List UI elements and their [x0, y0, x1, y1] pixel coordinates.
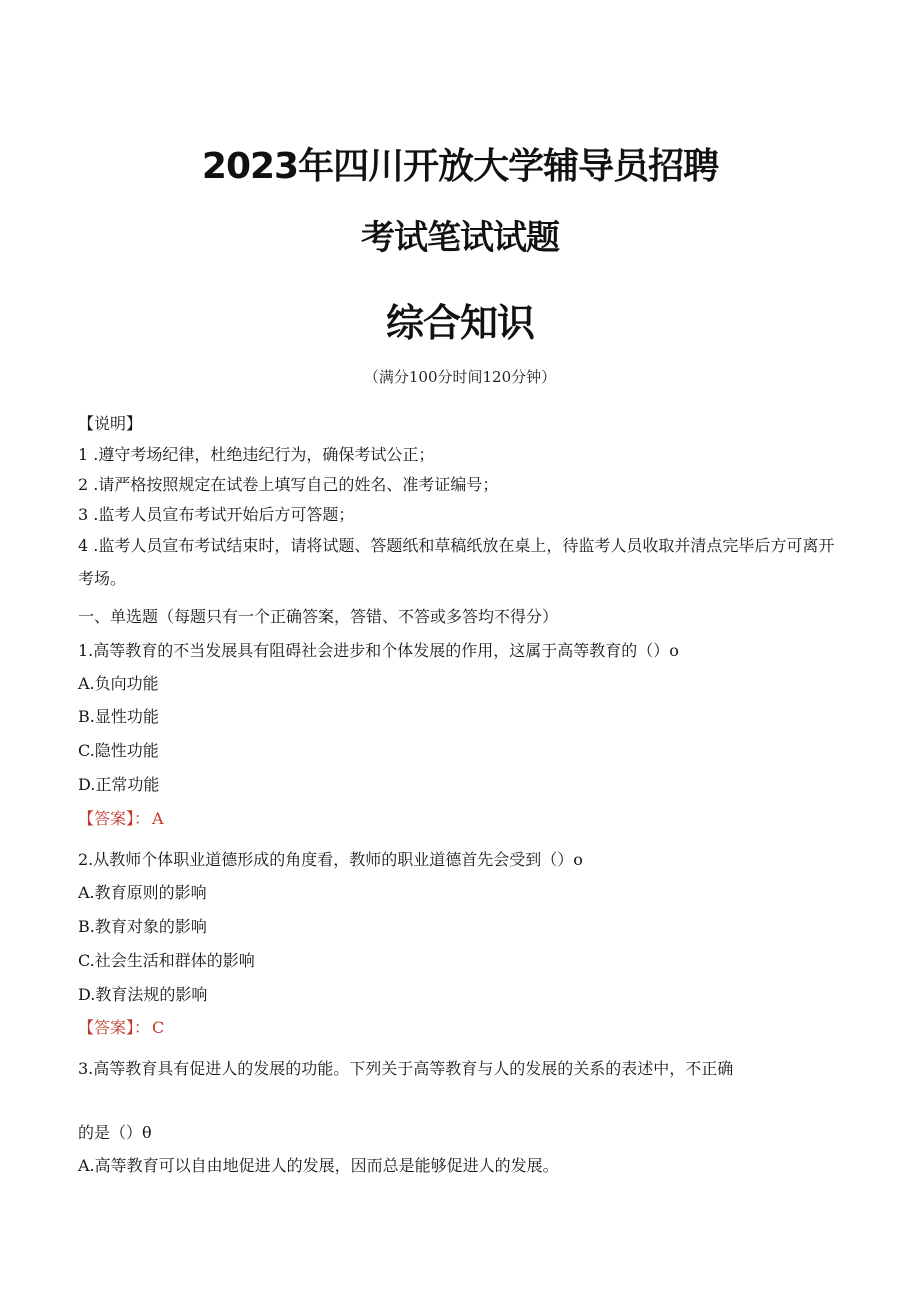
answer-label: 【答案】： [78, 809, 151, 828]
answer-label: 【答案】： [78, 1018, 151, 1037]
question-stem: 2.从教师个体职业道德形成的角度看，教师的职业道德首先会受到（）o [78, 850, 583, 869]
instructions-heading: 【说明】 [78, 414, 143, 433]
section-title: 综合知识 [385, 301, 534, 345]
question-stem: 1.高等教育的不当发展具有阻碍社会进步和个体发展的作用，这属于高等教育的（）o [78, 641, 679, 660]
question-stem: 3.高等教育具有促进人的发展的功能。下列关于高等教育与人的发展的关系的表述中，不正确 [78, 1059, 734, 1078]
instruction-item: 1 .遵守考场纪律，杜绝违纪行为，确保考试公正； [78, 445, 435, 464]
page-title: 2023年四川开放大学辅导员招聘 [201, 146, 719, 187]
question-option: A.教育原则的影响 [78, 883, 207, 902]
instruction-item: 2 .请严格按照规定在试卷上填写自己的姓名、准考证编号； [78, 475, 499, 494]
question-option: D.教育法规的影响 [78, 985, 208, 1004]
page-subtitle: 考试笔试试题 [361, 218, 559, 258]
question-option: C.隐性功能 [78, 741, 159, 760]
question-option: A.负向功能 [78, 674, 159, 693]
instruction-item: 3 .监考人员宣布考试开始后方可答题； [78, 505, 355, 524]
exam-info: （满分100分时间120分钟） [363, 368, 557, 386]
question-option: D.正常功能 [78, 775, 160, 794]
question-option: B.教育对象的影响 [78, 917, 207, 936]
question-option: A.高等教育可以自由地促进人的发展，因而总是能够促进人的发展。 [78, 1156, 559, 1175]
answer-value: C [152, 1018, 165, 1037]
instruction-item: 4 .监考人员宣布考试结束时，请将试题、答题纸和草稿纸放在桌上，待监考人员收取并清点完毕后方可离开考场。 [78, 536, 835, 588]
question-option: C.社会生活和群体的影响 [78, 951, 255, 970]
answer-value: A [152, 809, 164, 828]
section-heading: 一、单选题（每题只有一个正确答案，答错、不答或多答均不得分） [78, 607, 559, 626]
answer-line [78, 808, 164, 830]
question-stem-continued: 的是（）θ [78, 1123, 152, 1142]
question-option: B.显性功能 [78, 707, 159, 726]
answer-line [78, 1017, 164, 1039]
